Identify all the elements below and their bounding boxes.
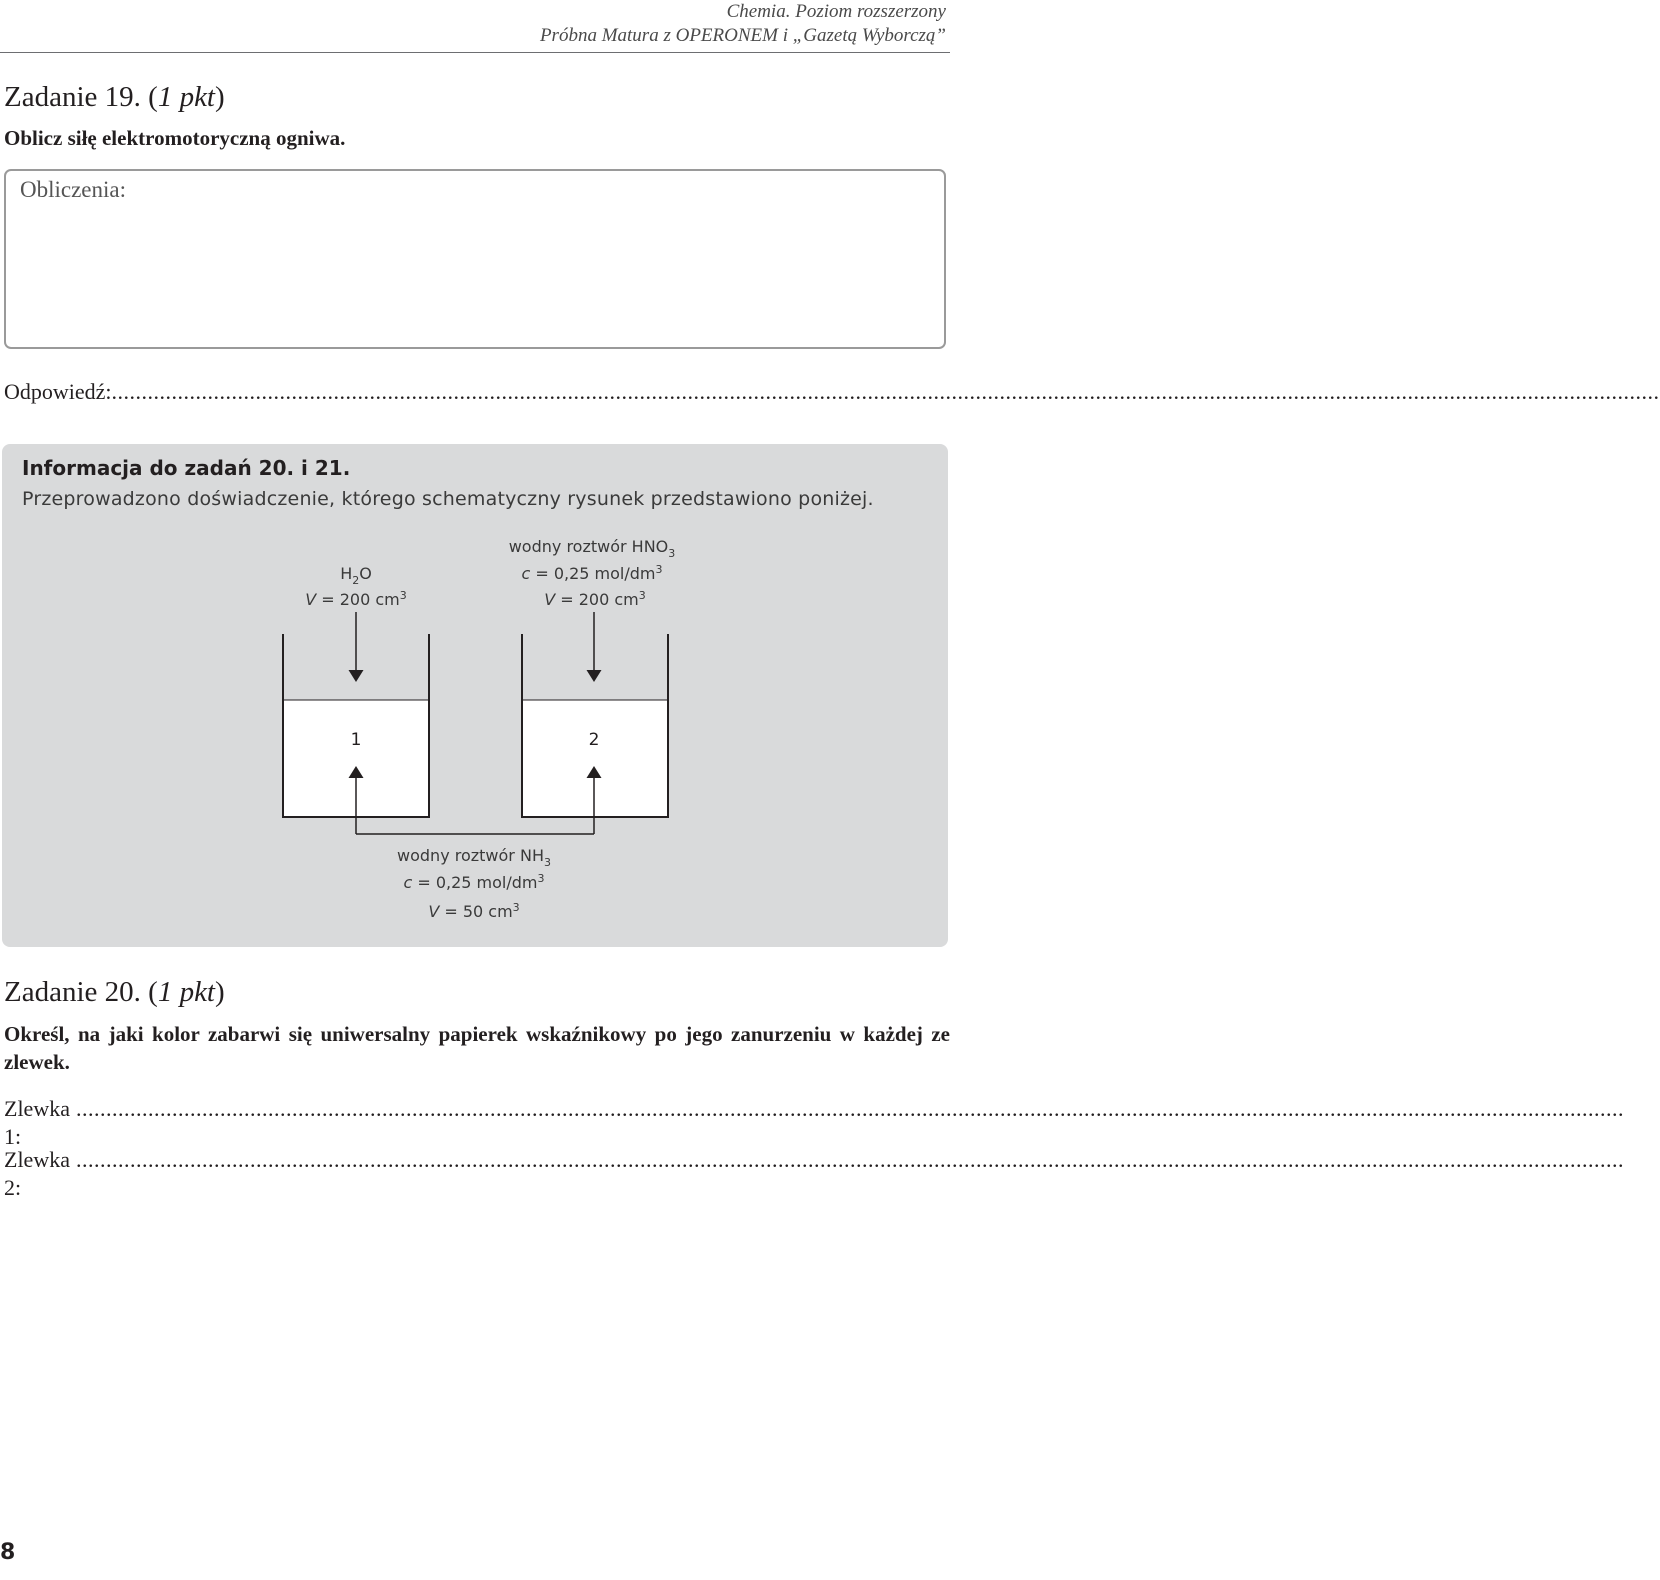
beaker-2: [522, 634, 668, 817]
beaker-2-answer-line[interactable]: [4, 1146, 1624, 1202]
answer-label: Odpowiedź:: [4, 379, 112, 404]
task-19-number: Zadanie 19.: [4, 81, 141, 113]
info-text: Przeprowadzono doświadczenie, którego schematyczny rysunek przedstawiono poniżej.: [22, 488, 874, 510]
task-20-points: (1 pkt): [148, 976, 225, 1008]
task-20-instruction: Określ, na jaki kolor zabarwi się uniwersalny papierek wskaźnikowy po jego zanurzeniu w każdej ze zlewek.: [4, 1022, 950, 1074]
beaker-1-volume-label: V = 200 $cm^3$: [305, 589, 407, 609]
beaker-1-answer-line[interactable]: [4, 1095, 1624, 1151]
answer-dotted-line: ..................................................................................................................................................................................................................................................................: [111, 379, 1660, 404]
added-volume-label: V = 50 $cm^3$: [428, 901, 520, 921]
task-19-points: (1 pkt): [148, 81, 225, 113]
beaker-2-substance-label: wodny roztwór $HNO_3$: [508, 537, 676, 560]
beaker-1-dotted-line: ..................................................................................................................................................................................................................................................................: [75, 1096, 1624, 1121]
added-concentration-label: c = 0,25 mol/$dm^3$: [403, 872, 545, 892]
task-20-number: Zadanie 20.: [4, 976, 141, 1008]
task-19-instruction: Oblicz siłę elektromotoryczną ogniwa.: [4, 126, 346, 150]
info-title: Informacja do zadań 20. i 21.: [22, 456, 351, 480]
beaker-2-number: 2: [588, 730, 600, 750]
beaker-2-liquid: [522, 700, 668, 817]
beaker-2-volume-label: V = 200 $cm^3$: [544, 589, 646, 609]
beaker-2-concentration-label: c = 0,25 mol/$dm^3$: [521, 563, 663, 583]
task-20-title: [4, 975, 225, 1009]
beaker-1-number: 1: [350, 730, 362, 750]
added-substance-label: wodny roztwór $NH_3$: [397, 846, 551, 869]
beaker-1-substance-label: $H_2O$: [340, 564, 372, 587]
header-subject: Chemia. Poziom rozszerzony: [726, 1, 946, 22]
calculations-label: Obliczenia:: [20, 177, 127, 202]
page-number: 8: [0, 1540, 16, 1565]
experiment-diagram: [0, 0, 960, 960]
header-exam-name: Próbna Matura z OPERONEM i „Gazetą Wyborczą”: [539, 25, 946, 46]
beaker-1-answer-label: Zlewka 1:: [4, 1096, 70, 1149]
beaker-2-answer-label: Zlewka 2:: [4, 1147, 70, 1200]
beaker-2-dotted-line: ..................................................................................................................................................................................................................................................................: [75, 1147, 1624, 1172]
